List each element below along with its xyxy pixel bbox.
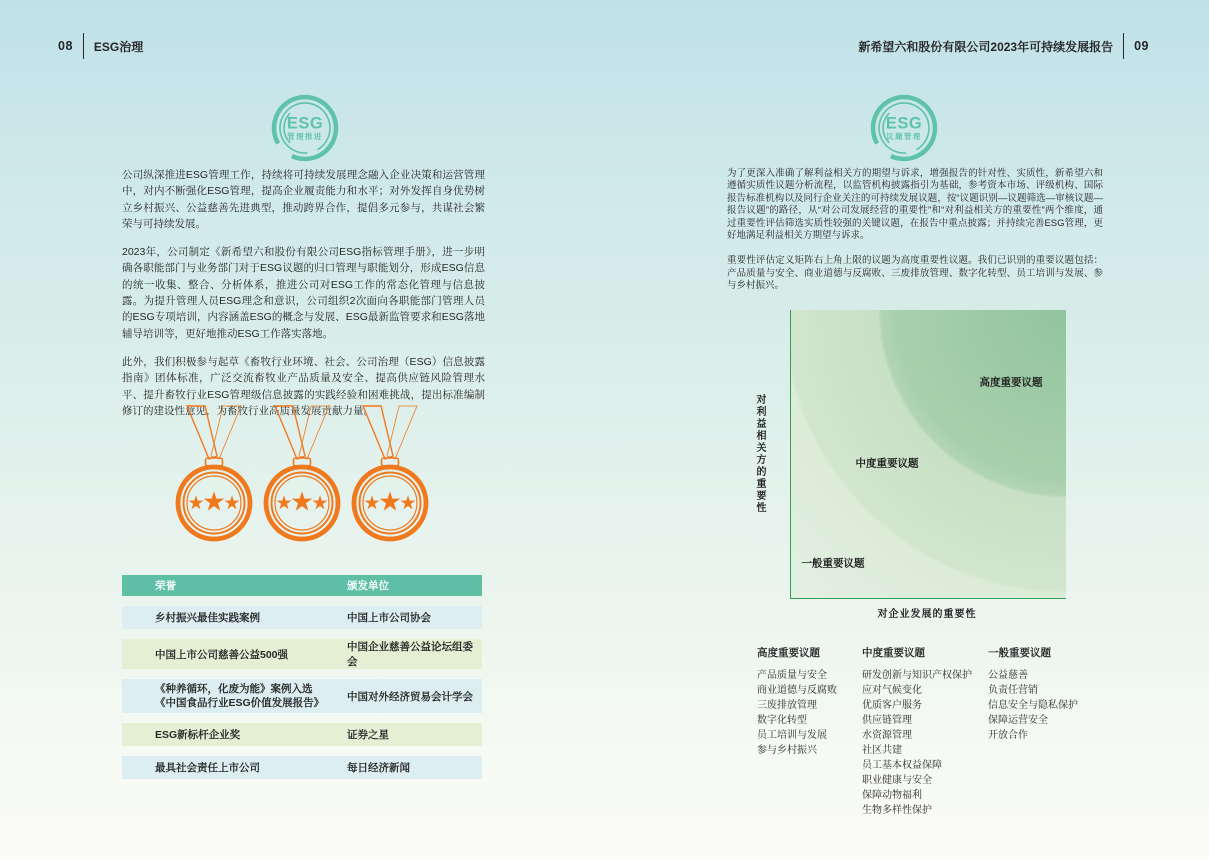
honor-cell: 最具社会责任上市公司 — [155, 762, 260, 774]
header-divider — [83, 33, 84, 59]
honor-cell — [122, 682, 347, 710]
header-left — [58, 33, 143, 59]
topic-item: 生物多样性保护 — [862, 805, 932, 816]
column-header-issuer: 颁发单位 — [347, 580, 389, 592]
header-divider — [1123, 33, 1124, 59]
topic-column-medium — [862, 645, 988, 818]
report-title: 新希望六和股份有限公司2023年可持续发展报告 — [858, 39, 1114, 54]
topic-item: 优质客户服务 — [862, 700, 922, 711]
topic-item: 供应链管理 — [862, 715, 912, 726]
right-page-body-text — [727, 168, 1103, 306]
matrix-x-axis-label: 对企业发展的重要性 — [877, 609, 977, 620]
topic-column-header: 高度重要议题 — [757, 647, 820, 659]
topic-item: 员工培训与发展 — [757, 730, 827, 741]
topic-column-high — [757, 645, 862, 818]
section-title: ESG治理 — [93, 39, 144, 54]
badge-subtitle: 管理推进 — [287, 132, 323, 141]
topic-column-general — [988, 645, 1103, 818]
table-row — [122, 756, 482, 779]
topic-item: 三废排放管理 — [757, 700, 817, 711]
honor-cell: 中国上市公司慈善公益500强 — [155, 648, 289, 661]
three-star-medal-icon — [171, 404, 257, 544]
medal-row — [171, 404, 433, 544]
table-header-row — [122, 575, 482, 596]
esg-management-badge-icon — [265, 86, 345, 170]
table-row — [122, 723, 482, 746]
honor-cell: ESG新标杆企业奖 — [155, 729, 241, 741]
paragraph: 为了更深入准确了解利益相关方的期望与诉求，增强报告的针对性、实质性，新希望六和遵循实质性议题分析流程，以监管机构披露指引为基础，参考资本市场、评级机构、国际报告标准机构以及同行企业关注的可持续发展议题，按“议题识别—议题筛选—审核议题—报告议题”的路径，从“对公司发展经营的重要性”和“对利益相关方的重要性”两个维度，通过重要性评估筛选实质性较强的关键议题，在报告中重点披露；并持续完善ESG管理，更好地满足利益相关方期望与诉求。 — [727, 168, 1103, 242]
topic-item: 负责任营销 — [988, 685, 1038, 696]
topic-item: 参与乡村振兴 — [757, 745, 817, 756]
topic-item: 商业道德与反腐败 — [757, 685, 837, 696]
paragraph: 公司纵深推进ESG管理工作，持续将可持续发展理念融入企业决策和运营管理中，对内不断强化ESG管理，提高企业履责能力和水平；对外发挥自身优势树立乡村振兴、公益慈善先进典型，推动跨界合作，提倡多元参与，共谋社会繁荣与可持续发展。 — [122, 169, 485, 230]
table-row — [122, 606, 482, 629]
topic-item: 保障动物福利 — [862, 790, 922, 801]
zone-label-general: 一般重要议题 — [801, 557, 865, 570]
page-number-right: 09 — [1134, 39, 1149, 53]
header-right — [858, 33, 1149, 59]
column-header-honor: 荣誉 — [155, 580, 176, 592]
paragraph: 2023年，公司制定《新希望六和股份有限公司ESG指标管理手册》，进一步明确各职能部门与业务部门对于ESG议题的归口管理与职能划分，形成ESG信息的统一收集、整合、分析体系，推进公司对ESG工作的常态化管理与信息披露。为提升管理人员ESG理念和意识，公司组织2次面向各职能部门管理人员的ESG专项培训，内容涵盖ESG的概念与发展、ESG最新监管要求和ESG落地辅导培训等，更好地推动ESG工作落实落地。 — [122, 246, 485, 340]
table-row — [122, 679, 482, 713]
page-number-left: 08 — [58, 39, 73, 53]
topic-item: 公益慈善 — [988, 670, 1028, 681]
table-row — [122, 639, 482, 669]
issuer-cell: 中国企业慈善公益论坛组委会 — [347, 641, 473, 668]
paragraph: 此外，我们积极参与起草《畜牧行业环境、社会、公司治理（ESG）信息披露指南》团体标准，广泛交流畜牧业产品质量及安全、提高供应链风险管理水平、提升畜牧行业ESG管理级信息披露的实践经验和困难挑战，提出标准编制修订的建设性意见，为畜牧行业高质量发展贡献力量。 — [122, 355, 485, 417]
three-star-medal-icon — [259, 404, 345, 544]
topic-item: 水资源管理 — [862, 730, 912, 741]
materiality-topic-lists — [757, 645, 1103, 818]
left-page-body-text — [122, 167, 485, 431]
topic-item: 员工基本权益保障 — [862, 760, 942, 771]
topic-item: 产品质量与安全 — [757, 670, 827, 681]
honor-line-1: 《种养循环，化废为能》案例入选 — [155, 683, 313, 695]
honor-line-2: 《中国食品行业ESG价值发展报告》 — [155, 697, 325, 709]
topic-column-header: 一般重要议题 — [988, 647, 1051, 659]
esg-topics-badge-icon — [864, 86, 944, 170]
three-star-medal-icon — [347, 404, 433, 544]
materiality-matrix-chart — [790, 310, 1066, 599]
honors-table — [122, 575, 482, 779]
topic-item: 社区共建 — [862, 745, 902, 756]
issuer-cell: 每日经济新闻 — [347, 762, 410, 774]
topic-item: 研发创新与知识产权保护 — [862, 670, 972, 681]
issuer-cell: 中国上市公司协会 — [347, 612, 431, 624]
topic-column-header: 中度重要议题 — [862, 647, 925, 659]
zone-label-high: 高度重要议题 — [979, 376, 1043, 389]
paragraph: 重要性评估定义矩阵右上角上限的议题为高度重要性议题。我们已识别的重要议题包括：产品质量与安全、商业道德与反腐败、三废排放管理、数字化转型、员工培训与发展、参与乡村振兴。 — [727, 255, 1103, 292]
topic-item: 信息安全与隐私保护 — [988, 700, 1078, 711]
topic-item: 数字化转型 — [757, 715, 807, 726]
topic-item: 应对气候变化 — [862, 685, 922, 696]
topic-item: 职业健康与安全 — [862, 775, 932, 786]
topic-item: 保障运营安全 — [988, 715, 1048, 726]
zone-label-medium: 中度重要议题 — [855, 457, 919, 470]
badge-title: ESG — [286, 114, 324, 133]
matrix-y-axis-label: 对利益相关方的重要性 — [754, 394, 765, 514]
topic-item: 开放合作 — [988, 730, 1028, 741]
honor-cell: 乡村振兴最佳实践案例 — [155, 612, 260, 624]
issuer-cell: 中国对外经济贸易会计学会 — [347, 690, 473, 703]
issuer-cell: 证券之星 — [347, 729, 389, 741]
badge-title: ESG — [885, 114, 923, 133]
badge-subtitle: 议题管理 — [886, 132, 922, 141]
